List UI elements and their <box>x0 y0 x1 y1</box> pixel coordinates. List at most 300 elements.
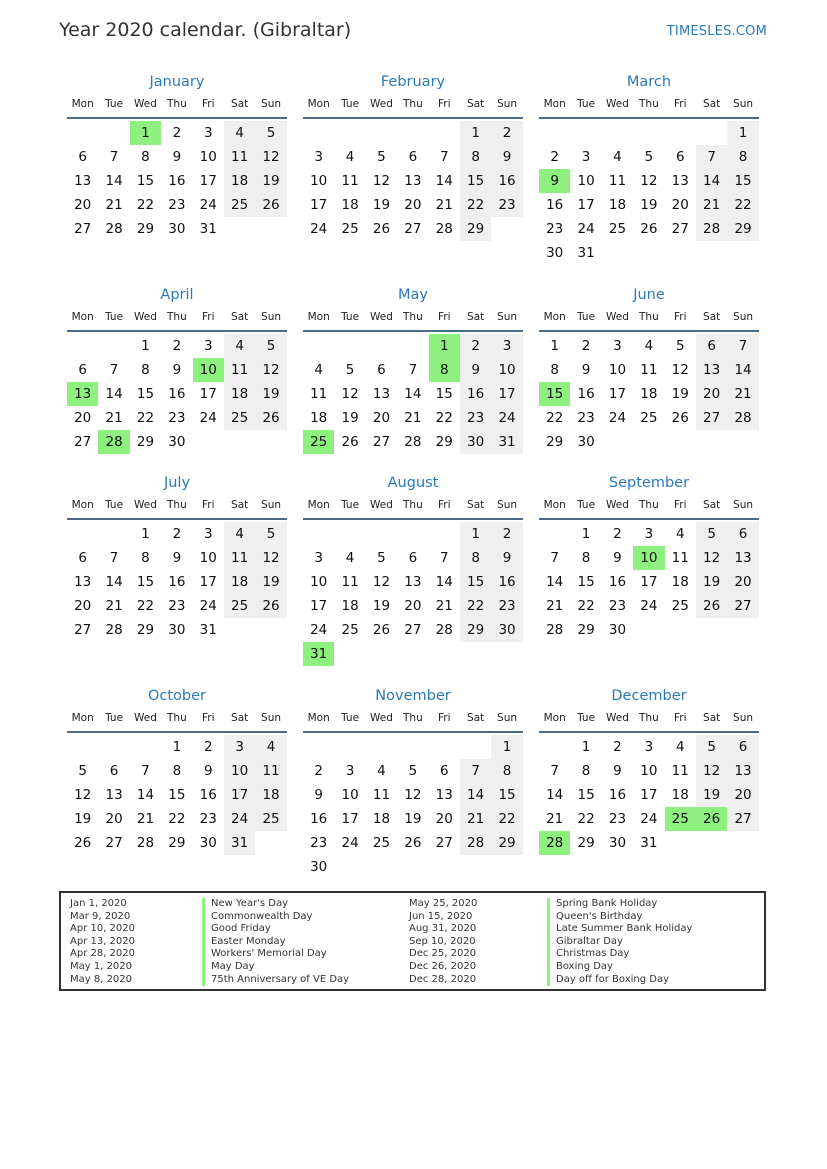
month-november <box>303 686 523 879</box>
day-cell: 23 <box>168 410 186 426</box>
day-cell: 18 <box>341 598 359 614</box>
day-cell: 2 <box>172 526 182 542</box>
day-cell: 16 <box>460 382 491 406</box>
day-cell: 11 <box>341 173 359 189</box>
day-cell: 27 <box>372 434 391 450</box>
day-cell: 10 <box>224 759 255 783</box>
header-divider <box>539 731 759 733</box>
day-cell: 18 <box>608 197 627 213</box>
legend-holiday-name: Spring Bank Holiday <box>547 898 692 911</box>
empty-cell <box>397 735 428 759</box>
day-cell: 30 <box>310 859 328 875</box>
weekday-label: Wed <box>134 98 157 110</box>
day-cell: 12 <box>372 574 391 590</box>
day-cell: 29 <box>168 835 186 851</box>
day-cell: 5 <box>377 149 386 165</box>
day-cell: 7 <box>109 362 119 378</box>
weekday-label: Thu <box>639 98 659 110</box>
empty-cell <box>539 121 570 145</box>
header-divider <box>539 330 759 332</box>
day-cell: 15 <box>136 574 155 590</box>
day-cell: 21 <box>435 197 453 213</box>
weekday-label: Tue <box>577 499 596 511</box>
day-cell: 12 <box>255 358 286 382</box>
day-cell: 11 <box>608 173 627 189</box>
empty-cell <box>397 334 428 358</box>
header-divider <box>67 731 287 733</box>
day-cell: 29 <box>546 434 564 450</box>
weekday-label: Sun <box>261 311 282 323</box>
day-cell: 12 <box>404 787 422 803</box>
day-grid <box>67 334 287 454</box>
holiday-day-cell: 10 <box>633 546 664 570</box>
day-cell: 13 <box>105 787 123 803</box>
day-cell: 24 <box>640 811 658 827</box>
day-cell: 19 <box>255 169 286 193</box>
empty-cell <box>98 735 129 759</box>
day-cell: 25 <box>224 594 255 618</box>
day-cell: 21 <box>546 598 564 614</box>
day-cell: 18 <box>224 169 255 193</box>
day-cell: 30 <box>491 618 522 642</box>
empty-cell <box>539 522 570 546</box>
day-cell: 27 <box>404 622 422 638</box>
day-cell: 16 <box>491 169 522 193</box>
weekday-label: Thu <box>639 712 659 724</box>
empty-cell <box>429 735 460 759</box>
day-cell: 17 <box>224 783 255 807</box>
day-cell: 28 <box>460 831 491 855</box>
day-cell: 1 <box>727 121 758 145</box>
header-divider <box>303 731 523 733</box>
weekday-label: Tue <box>341 712 360 724</box>
day-cell: 15 <box>727 169 758 193</box>
day-cell: 20 <box>696 382 727 406</box>
day-cell: 28 <box>435 622 453 638</box>
site-link[interactable]: TIMESLES.COM <box>666 24 767 39</box>
empty-cell <box>303 121 334 145</box>
weekday-label: Mon <box>71 98 94 110</box>
month-name: April <box>160 287 194 303</box>
day-cell: 26 <box>255 406 286 430</box>
holiday-day-cell: 10 <box>193 358 224 382</box>
weekday-label: Sat <box>231 98 249 110</box>
day-cell: 24 <box>341 835 359 851</box>
holiday-day-cell: 1 <box>429 334 460 358</box>
day-cell: 14 <box>105 386 123 402</box>
day-cell: 7 <box>727 334 758 358</box>
day-cell: 3 <box>203 125 213 141</box>
weekday-label: Wed <box>370 712 393 724</box>
page-title: Year 2020 calendar. (Gibraltar) <box>59 19 352 41</box>
day-cell: 4 <box>675 526 685 542</box>
day-cell: 13 <box>727 546 758 570</box>
legend-date: May 25, 2020 <box>409 898 478 909</box>
empty-cell <box>334 522 365 546</box>
legend-date: May 8, 2020 <box>70 973 133 985</box>
weekday-label: Tue <box>105 98 124 110</box>
empty-cell <box>67 334 98 358</box>
day-cell: 30 <box>168 221 186 237</box>
weekday-label: Sun <box>733 712 754 724</box>
day-cell: 6 <box>675 149 685 165</box>
weekday-label: Wed <box>606 499 629 511</box>
weekday-label: Thu <box>403 499 423 511</box>
day-cell: 28 <box>435 221 453 237</box>
holiday-day-cell: 31 <box>303 642 334 666</box>
day-cell: 19 <box>372 598 391 614</box>
day-cell: 6 <box>727 735 758 759</box>
empty-cell <box>98 121 129 145</box>
day-cell: 23 <box>310 835 328 851</box>
legend-holiday-name: May Day <box>202 961 349 974</box>
day-cell: 17 <box>640 787 658 803</box>
day-cell: 20 <box>671 197 689 213</box>
day-cell: 9 <box>172 149 182 165</box>
day-cell: 25 <box>640 410 658 426</box>
day-cell: 5 <box>255 522 286 546</box>
day-cell: 28 <box>105 221 123 237</box>
day-cell: 17 <box>491 382 522 406</box>
day-cell: 26 <box>372 221 391 237</box>
month-june <box>539 285 759 454</box>
day-cell: 2 <box>172 338 182 354</box>
weekday-label: Fri <box>438 98 451 110</box>
day-cell: 29 <box>577 835 595 851</box>
weekday-label: Thu <box>639 499 659 511</box>
day-cell: 25 <box>341 221 359 237</box>
day-cell: 27 <box>404 221 422 237</box>
day-cell: 18 <box>671 787 689 803</box>
day-cell: 18 <box>255 783 286 807</box>
weekday-label: Tue <box>341 98 360 110</box>
weekday-label: Mon <box>307 712 330 724</box>
weekday-label: Fri <box>674 499 687 511</box>
day-cell: 23 <box>199 811 217 827</box>
day-cell: 25 <box>608 221 627 237</box>
header-divider <box>303 518 523 520</box>
day-cell: 7 <box>696 145 727 169</box>
day-cell: 17 <box>199 386 217 402</box>
weekday-label: Fri <box>202 712 215 724</box>
empty-cell <box>303 334 334 358</box>
legend-holiday-name: 75th Anniversary of VE Day <box>202 974 349 987</box>
weekday-label: Mon <box>543 98 566 110</box>
day-cell: 13 <box>372 386 391 402</box>
legend-date: Mar 9, 2020 <box>70 910 131 922</box>
day-cell: 27 <box>74 622 92 638</box>
day-cell: 10 <box>491 358 522 382</box>
weekday-label: Mon <box>71 311 94 323</box>
day-cell: 3 <box>314 149 323 165</box>
day-cell: 18 <box>640 386 658 402</box>
day-cell: 26 <box>341 434 359 450</box>
day-cell: 3 <box>491 334 522 358</box>
day-cell: 23 <box>491 594 522 618</box>
day-cell: 18 <box>341 197 359 213</box>
weekday-label: Mon <box>307 98 330 110</box>
empty-cell <box>602 121 633 145</box>
day-cell: 25 <box>255 807 286 831</box>
header-divider <box>67 518 287 520</box>
day-cell: 9 <box>613 550 622 566</box>
day-cell: 2 <box>491 121 522 145</box>
day-cell: 8 <box>460 546 491 570</box>
day-cell: 28 <box>404 434 422 450</box>
empty-cell <box>334 334 365 358</box>
legend-date: Dec 28, 2020 <box>409 973 477 985</box>
day-cell: 16 <box>168 173 186 189</box>
day-cell: 20 <box>404 598 422 614</box>
day-cell: 22 <box>460 193 491 217</box>
day-cell: 4 <box>255 735 286 759</box>
day-cell: 30 <box>168 622 186 638</box>
day-cell: 2 <box>460 334 491 358</box>
weekday-label: Tue <box>105 311 124 323</box>
weekday-label: Sat <box>703 98 721 110</box>
holiday-day-cell: 9 <box>539 169 570 193</box>
day-cell: 10 <box>199 550 217 566</box>
day-cell: 16 <box>168 574 186 590</box>
day-cell: 20 <box>74 598 92 614</box>
day-cell: 2 <box>613 526 622 542</box>
month-name: August <box>387 475 439 491</box>
day-cell: 4 <box>224 121 255 145</box>
day-cell: 27 <box>696 406 727 430</box>
day-cell: 9 <box>314 787 323 803</box>
day-cell: 3 <box>644 739 654 755</box>
weekday-header <box>67 710 287 727</box>
weekday-label: Sun <box>497 499 518 511</box>
day-cell: 9 <box>172 362 182 378</box>
day-cell: 18 <box>372 811 391 827</box>
day-cell: 8 <box>581 763 591 779</box>
weekday-label: Sun <box>261 712 282 724</box>
day-cell: 29 <box>435 434 453 450</box>
weekday-label: Thu <box>167 499 187 511</box>
day-cell: 27 <box>671 221 689 237</box>
weekday-label: Fri <box>674 98 687 110</box>
header-divider <box>539 117 759 119</box>
day-cell: 1 <box>141 526 150 542</box>
day-cell: 1 <box>581 526 591 542</box>
weekday-label: Sat <box>467 98 485 110</box>
day-cell: 21 <box>727 382 758 406</box>
day-cell: 8 <box>141 149 150 165</box>
weekday-label: Sat <box>231 311 249 323</box>
header-divider <box>67 330 287 332</box>
day-cell: 16 <box>168 386 186 402</box>
day-cell: 15 <box>435 386 453 402</box>
weekday-label: Sun <box>497 98 518 110</box>
day-cell: 31 <box>491 430 522 454</box>
day-cell: 23 <box>608 811 627 827</box>
day-cell: 5 <box>675 338 685 354</box>
weekday-label: Mon <box>543 311 566 323</box>
day-cell: 1 <box>460 522 491 546</box>
weekday-label: Tue <box>341 499 360 511</box>
day-cell: 8 <box>550 362 559 378</box>
weekday-label: Thu <box>167 311 187 323</box>
day-cell: 21 <box>696 193 727 217</box>
legend-date: Apr 10, 2020 <box>70 923 136 935</box>
day-cell: 3 <box>203 526 213 542</box>
day-cell: 2 <box>491 522 522 546</box>
day-cell: 23 <box>491 193 522 217</box>
legend-holiday-name: Queen's Birthday <box>547 911 692 924</box>
legend-date: Aug 31, 2020 <box>409 923 477 935</box>
day-cell: 10 <box>310 574 328 590</box>
day-cell: 15 <box>136 386 155 402</box>
legend-date: Dec 25, 2020 <box>409 948 477 960</box>
weekday-label: Thu <box>639 311 659 323</box>
day-cell: 11 <box>255 759 286 783</box>
day-cell: 19 <box>255 382 286 406</box>
day-cell: 24 <box>608 410 627 426</box>
day-cell: 24 <box>310 622 328 638</box>
day-cell: 29 <box>577 622 595 638</box>
day-cell: 8 <box>141 550 150 566</box>
legend-date: Apr 28, 2020 <box>70 948 136 960</box>
day-cell: 28 <box>546 622 564 638</box>
empty-cell <box>98 522 129 546</box>
weekday-label: Sat <box>231 712 249 724</box>
legend-date: Jan 1, 2020 <box>70 898 127 909</box>
month-name: January <box>149 74 205 90</box>
day-cell: 27 <box>105 835 123 851</box>
day-cell: 1 <box>141 338 150 354</box>
day-cell: 4 <box>314 362 323 378</box>
day-cell: 26 <box>372 622 391 638</box>
day-cell: 18 <box>671 574 689 590</box>
day-cell: 12 <box>640 173 658 189</box>
empty-cell <box>303 735 334 759</box>
weekday-label: Mon <box>71 712 94 724</box>
day-cell: 10 <box>608 362 627 378</box>
day-cell: 7 <box>109 550 119 566</box>
day-cell: 7 <box>109 149 119 165</box>
day-cell: 2 <box>613 739 622 755</box>
legend-holiday-name: Workers' Memorial Day <box>202 948 349 961</box>
day-cell: 24 <box>491 406 522 430</box>
day-cell: 16 <box>310 811 328 827</box>
month-april <box>67 285 287 454</box>
day-cell: 11 <box>341 574 359 590</box>
weekday-label: Tue <box>341 311 360 323</box>
weekday-label: Sun <box>497 311 518 323</box>
day-cell: 21 <box>136 811 155 827</box>
weekday-header <box>303 710 523 727</box>
day-cell: 18 <box>310 410 328 426</box>
empty-cell <box>98 334 129 358</box>
weekday-header <box>539 497 759 514</box>
month-december <box>539 686 759 855</box>
day-cell: 17 <box>199 574 217 590</box>
day-cell: 17 <box>199 173 217 189</box>
day-cell: 20 <box>435 811 453 827</box>
day-cell: 22 <box>168 811 186 827</box>
legend-date: Sep 10, 2020 <box>409 935 476 947</box>
day-cell: 7 <box>141 763 150 779</box>
holiday-day-cell: 15 <box>539 382 570 406</box>
day-cell: 5 <box>408 763 418 779</box>
day-cell: 21 <box>460 807 491 831</box>
day-cell: 6 <box>408 149 418 165</box>
empty-cell <box>130 735 161 759</box>
day-cell: 24 <box>577 221 595 237</box>
day-cell: 15 <box>491 783 522 807</box>
weekday-label: Fri <box>202 311 215 323</box>
day-cell: 14 <box>546 787 564 803</box>
day-cell: 21 <box>105 197 123 213</box>
day-cell: 17 <box>310 197 328 213</box>
day-cell: 14 <box>136 787 155 803</box>
day-cell: 24 <box>199 410 217 426</box>
empty-cell <box>460 735 491 759</box>
month-name: November <box>375 688 451 704</box>
weekday-label: Wed <box>370 311 393 323</box>
weekday-label: Wed <box>134 311 157 323</box>
weekday-header <box>303 309 523 326</box>
day-cell: 1 <box>581 739 591 755</box>
day-cell: 6 <box>727 522 758 546</box>
empty-cell <box>570 121 601 145</box>
empty-cell <box>366 121 397 145</box>
legend-dates-left <box>70 898 135 986</box>
day-grid <box>303 121 523 241</box>
weekday-label: Wed <box>370 499 393 511</box>
legend-names-left <box>202 898 349 986</box>
day-cell: 19 <box>404 811 422 827</box>
legend-holiday-name: Gibraltar Day <box>547 936 692 949</box>
day-cell: 9 <box>172 550 182 566</box>
day-cell: 31 <box>199 221 217 237</box>
day-cell: 9 <box>581 362 591 378</box>
day-cell: 27 <box>74 434 92 450</box>
weekday-label: Sun <box>733 499 754 511</box>
day-cell: 3 <box>613 338 622 354</box>
day-cell: 24 <box>310 221 328 237</box>
day-grid <box>539 121 759 265</box>
day-cell: 29 <box>460 217 491 241</box>
day-cell: 6 <box>377 362 386 378</box>
day-cell: 4 <box>613 149 622 165</box>
day-cell: 2 <box>581 338 591 354</box>
day-cell: 4 <box>345 550 355 566</box>
day-cell: 17 <box>640 574 658 590</box>
day-cell: 12 <box>255 145 286 169</box>
day-cell: 6 <box>408 550 418 566</box>
day-cell: 26 <box>255 193 286 217</box>
day-cell: 11 <box>310 386 328 402</box>
month-march <box>539 72 759 265</box>
day-cell: 16 <box>608 787 627 803</box>
day-cell: 31 <box>640 835 658 851</box>
day-cell: 20 <box>727 783 758 807</box>
day-cell: 14 <box>404 386 422 402</box>
day-cell: 7 <box>439 149 449 165</box>
holiday-legend <box>59 891 766 991</box>
month-name: July <box>163 475 191 491</box>
weekday-label: Wed <box>134 712 157 724</box>
weekday-header <box>539 309 759 326</box>
legend-dates-right <box>409 898 477 986</box>
day-cell: 13 <box>404 574 422 590</box>
day-cell: 29 <box>136 434 155 450</box>
day-cell: 2 <box>203 739 213 755</box>
day-cell: 14 <box>696 169 727 193</box>
day-cell: 26 <box>404 835 422 851</box>
